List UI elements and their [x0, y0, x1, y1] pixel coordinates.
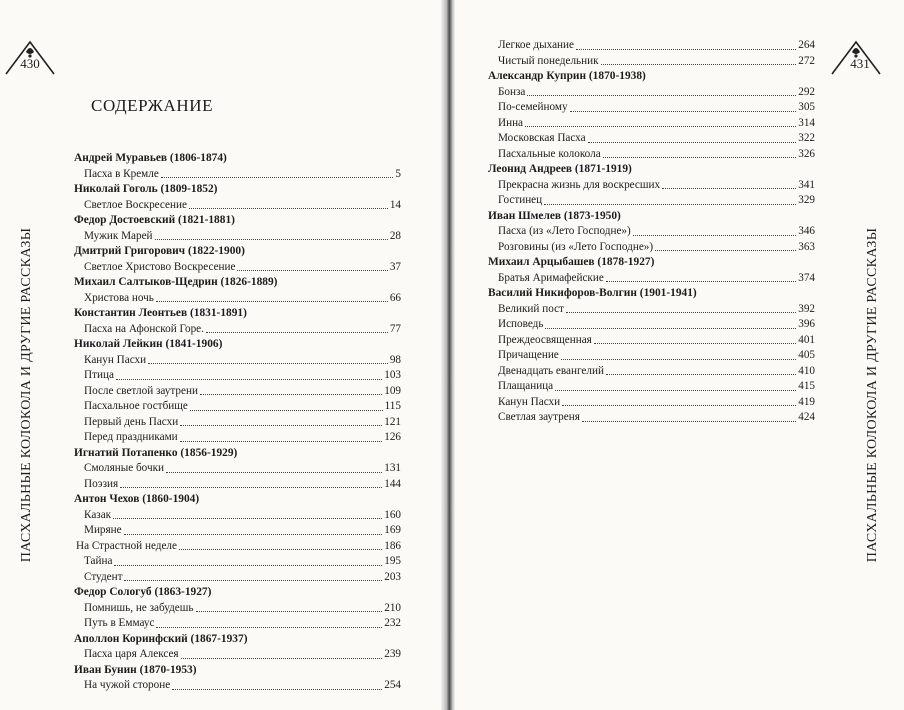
toc-entry: [74, 508, 401, 524]
toc-entry-page: 264: [798, 39, 815, 51]
toc-entry: [74, 601, 401, 617]
toc-entry-page: 98: [389, 353, 401, 366]
toc-entry-title: Братья Аримафейские: [498, 271, 604, 284]
toc-entry: [74, 399, 401, 415]
toc-entry-title: Канун Пасхи: [84, 353, 147, 366]
toc-entry-page: 415: [798, 380, 815, 392]
toc-entry-title: Светлое Христово Воскресение: [84, 260, 236, 273]
toc-entry: [74, 167, 401, 183]
toc-entry-title: Перед праздниками: [84, 431, 178, 443]
toc-entry-page: 77: [389, 322, 401, 335]
toc-entry-title: Светлое Воскресение: [84, 198, 187, 211]
toc-author: Николай Гоголь (1809-1852): [74, 183, 218, 195]
toc-entry: [74, 647, 401, 663]
toc-author: Федор Сологуб (1863-1927): [74, 586, 212, 598]
toc-entry-page: 346: [798, 225, 815, 237]
toc-author: Михаил Салтыков-Щедрин (1826-1889): [74, 276, 278, 288]
toc-entry: [74, 384, 401, 400]
toc-entry: [74, 678, 401, 694]
right-page: 431 ПАСХАЛЬНЫЕ КОЛОКОЛА И ДРУГИЕ РАССКАЗЫ Легкое дыхание 264 Чистый понедельник 272 Александр Куприн (1870-1938) Бонза 292 По-семейному 305 Инна 314 Московская Пасха 322 Пасхальные колокола 326 Леонид Андреев (1871-1919) Прекрасна жизнь для воскресших 341 Гостинец 329 Иван Шмелев (1873-1950) Пасха (из «Лето Господне») 346 Розговины (из «Лето Господне») 363 Михаил Арцыбашев (1878-1927) Братья Аримафейские 374 Василий Никифоров-Волгин (1901-1941) Великий пост 392 Исповедь 396 Преждеосвященная 401 Причащение 405 Двенадцать евангелий 410 Плащаница 415 Канун Пасхи 419 Светлая заутреня 424: [450, 0, 904, 710]
toc-entry-page: 160: [384, 508, 401, 521]
toc-entry: [488, 348, 815, 364]
toc-author: Михаил Арцыбашев (1878-1927): [488, 256, 655, 268]
toc-entry: [74, 539, 401, 555]
toc-author: Аполлон Коринфский (1867-1937): [74, 632, 248, 645]
toc-entry-page: 326: [798, 147, 815, 160]
toc-entry-title: Гостинец: [498, 194, 543, 206]
dot-leader: [156, 291, 388, 303]
dot-leader: [655, 240, 796, 252]
toc-entry: [488, 333, 815, 349]
toc-entry: [74, 415, 401, 431]
dot-leader: [561, 348, 796, 360]
toc-entry-title: Розговины (из «Лето Господне»): [498, 240, 654, 253]
toc-entry: [74, 570, 401, 586]
toc-entry-title: Причащение: [498, 349, 559, 361]
toc-entry: [74, 430, 401, 446]
toc-entry-title: Студент: [84, 570, 123, 583]
dot-leader: [155, 229, 388, 241]
toc-entry-title: Бонза: [498, 85, 526, 98]
toc-entry-title: Чистый понедельник: [498, 54, 599, 67]
toc-entry-title: Смоляные бочки: [84, 462, 165, 474]
dot-leader: [576, 38, 796, 50]
toc-entry-title: Московская Пасха: [498, 132, 586, 144]
toc-entry-page: 363: [798, 240, 815, 253]
dot-leader: [566, 302, 796, 314]
dot-leader: [206, 322, 388, 334]
toc-heading: СОДЕРЖАНИЕ: [91, 96, 214, 115]
toc-entry-page: 195: [384, 555, 401, 567]
toc-entry: [488, 131, 815, 147]
toc-entry-title: Помнишь, не забудешь: [84, 601, 194, 614]
toc-entry: [488, 410, 815, 426]
toc-entry-page: 305: [798, 101, 815, 113]
toc-entry-page: 144: [384, 477, 401, 490]
dot-leader: [606, 271, 796, 283]
toc-entry-page: 121: [384, 415, 401, 428]
dot-leader: [544, 193, 796, 205]
toc-entry: [74, 229, 401, 245]
toc-entry-page: 314: [798, 116, 815, 129]
toc-entry-page: 169: [384, 524, 401, 536]
toc-entry-title: Легкое дыхание: [498, 39, 574, 51]
toc-entry: [74, 477, 401, 493]
toc-entry-title: Пасхальные колокола: [498, 147, 601, 160]
toc-entry-title: Птица: [84, 369, 114, 381]
toc-entry-page: 424: [798, 411, 815, 423]
toc-entry-page: 115: [384, 400, 401, 412]
dot-leader: [237, 260, 387, 272]
toc-entry-page: 405: [798, 349, 815, 361]
dot-leader: [180, 415, 382, 427]
toc-entry-title: Исповедь: [498, 318, 544, 330]
page-number: 430: [20, 56, 40, 71]
dot-leader: [570, 100, 797, 112]
toc-entry: [74, 260, 401, 276]
toc-entry-title: Пасха в Кремле: [84, 167, 159, 180]
toc-entry: [74, 554, 401, 570]
toc-author: Дмитрий Григорович (1822-1900): [74, 245, 245, 257]
toc-entry: [74, 353, 401, 369]
toc-author: Федор Достоевский (1821-1881): [74, 214, 235, 226]
toc-entry: [488, 147, 815, 163]
dot-leader: [116, 368, 382, 380]
toc-entry: [488, 302, 815, 318]
dot-leader: [562, 395, 796, 407]
dot-leader: [633, 224, 796, 236]
toc-entry-title: Двенадцать евангелий: [498, 364, 604, 377]
toc-entry: [74, 322, 401, 338]
toc-entry-page: 292: [798, 85, 815, 98]
toc-entry-title: Поэзия: [84, 477, 119, 490]
dot-leader: [180, 430, 383, 442]
page-number: 431: [850, 56, 870, 71]
dot-leader: [555, 379, 796, 391]
toc-entry-title: Первый день Пасхи: [84, 415, 179, 428]
toc-entry-page: 239: [384, 648, 401, 660]
toc-entry: [488, 379, 815, 395]
toc-entry-title: Прекрасна жизнь для воскресших: [498, 178, 661, 191]
dot-leader: [603, 147, 797, 159]
toc-author: Андрей Муравьев (1806-1874): [74, 152, 227, 164]
toc-entry-page: 401: [798, 333, 815, 346]
toc-entry-page: 109: [384, 384, 401, 397]
toc-entry-title: Пасха на Афонской Горе.: [84, 322, 204, 335]
left-page: 430 ПАСХАЛЬНЫЕ КОЛОКОЛА И ДРУГИЕ РАССКАЗЫ СОДЕРЖАНИЕ Андрей Муравьев (1806-1874) Пасха в Кремле 5 Николай Гоголь (1809-1852) Светлое Воскресение 14 Федор Достоевский (1821-1881) Мужик Марей 28 Дмитрий Григорович (1822-1900) Светлое Христово Воскресение 37 Михаил Салтыков-Щедрин (1826-1889) Христова ночь 66 Константин Леонтьев (1831-1891) Пасха на Афонской Горе. 77 Николай Лейкин (1841-1906) Канун Пасхи 98 Птица 103 После светлой заутрени 109 Пасхальное гостбище 115 Первый день Пасхи 121 Перед праздниками 126 Игнатий Потапенко (1856-1929) Смоляные бочки 131 Поэзия 144 Антон Чехов (1860-1904) Казак 160 Миряне 169 На Страстной неделе 186 Тайна 195 Студент 203 Федор Сологуб (1863-1927) Помнишь, не забудешь 210 Путь в Еммаус 232 Аполлон Коринфский (1867-1937) Пасха царя Алексея 239 Иван Бунин (1870-1953) На чужой стороне 254: [0, 0, 450, 710]
toc-entry-page: 396: [798, 318, 815, 330]
toc-author: Александр Куприн (1870-1938): [488, 70, 646, 82]
toc-entry: [74, 368, 401, 384]
book-gutter: [441, 0, 455, 710]
toc-entry-page: 37: [389, 260, 401, 273]
toc-list: [488, 38, 815, 426]
toc-entry-page: 66: [389, 291, 401, 304]
toc-entry-page: 341: [798, 178, 815, 191]
toc-entry-title: Плащаница: [498, 380, 554, 392]
dot-leader: [190, 399, 383, 411]
toc-entry-title: Инна: [498, 116, 524, 129]
dot-leader: [594, 333, 796, 345]
toc-entry: [488, 395, 815, 411]
toc-entry-title: После светлой заутрени: [84, 384, 198, 397]
toc-entry: [488, 178, 815, 194]
toc-entry-title: Канун Пасхи: [498, 395, 561, 408]
dot-leader: [166, 461, 382, 473]
toc-entry: [488, 54, 815, 70]
toc-entry-page: 322: [798, 132, 815, 144]
dot-leader: [527, 85, 796, 97]
toc-entry-page: 186: [384, 539, 401, 552]
toc-entry-title: Пасхальное гостбище: [84, 400, 188, 412]
dot-leader: [189, 198, 388, 210]
toc-entry-page: 203: [384, 570, 401, 583]
toc-entry-page: 5: [395, 167, 401, 180]
dot-leader: [124, 570, 382, 582]
toc-entry: [488, 100, 815, 116]
toc-author: Игнатий Потапенко (1856-1929): [74, 446, 238, 459]
dot-leader: [588, 131, 797, 143]
toc-author: Николай Лейкин (1841-1906): [74, 338, 223, 350]
dot-leader: [124, 523, 383, 535]
toc-entry-title: Христова ночь: [84, 291, 154, 304]
dot-leader: [606, 364, 796, 376]
toc-entry: [488, 364, 815, 380]
toc-entry-page: 210: [384, 601, 401, 614]
toc-entry-title: Пасха царя Алексея: [84, 648, 179, 660]
toc-entry: [74, 291, 401, 307]
toc-entry-page: 392: [798, 302, 815, 315]
toc-entry-page: 272: [798, 54, 815, 67]
toc-entry-page: 28: [389, 229, 401, 242]
toc-entry-title: На чужой стороне: [84, 679, 171, 691]
toc-entry: [488, 240, 815, 256]
toc-author: Василий Никифоров-Волгин (1901-1941): [488, 287, 697, 299]
toc-author: Иван Бунин (1870-1953): [74, 663, 197, 676]
toc-author: Константин Леонтьев (1831-1891): [74, 307, 247, 319]
toc-entry-title: Светлая заутреня: [498, 411, 580, 423]
dot-leader: [601, 54, 797, 66]
toc-entry: [488, 38, 815, 54]
toc-author: Антон Чехов (1860-1904): [74, 493, 200, 505]
toc-entry-page: 329: [798, 194, 815, 206]
dot-leader: [161, 167, 394, 179]
toc-entry-page: 410: [798, 364, 815, 377]
toc-entry-page: 131: [384, 462, 401, 474]
toc-entry: [74, 523, 401, 539]
toc-entry-page: 14: [389, 198, 401, 211]
toc-entry: [488, 317, 815, 333]
dot-leader: [196, 601, 383, 613]
toc-entry-title: Путь в Еммаус: [84, 617, 155, 629]
toc-entry-page: 103: [384, 369, 401, 381]
toc-entry-title: Тайна: [84, 555, 113, 567]
toc-entry-page: 419: [798, 395, 815, 408]
toc-entry-title: Мужик Марей: [84, 229, 153, 242]
dot-leader: [181, 647, 383, 659]
toc-entry-title: На Страстной неделе: [76, 539, 177, 552]
dot-leader: [525, 116, 796, 128]
toc-entry-page: 374: [798, 271, 815, 284]
dot-leader: [200, 384, 382, 396]
toc-entry: [488, 193, 815, 209]
toc-entry-title: Миряне: [84, 524, 122, 536]
toc-author: Иван Шмелев (1873-1950): [488, 209, 621, 222]
dot-leader: [120, 477, 382, 489]
dot-leader: [113, 508, 382, 520]
dot-leader: [582, 410, 796, 422]
toc-entry: [74, 461, 401, 477]
dot-leader: [148, 353, 388, 365]
toc-entry-page: 126: [384, 431, 401, 443]
dot-leader: [114, 554, 382, 566]
toc-entry-page: 254: [384, 679, 401, 691]
toc-entry-title: По-семейному: [498, 101, 568, 113]
dot-leader: [172, 678, 382, 690]
toc-entry-page: 232: [384, 617, 401, 629]
dot-leader: [545, 317, 796, 329]
toc-entry: [488, 116, 815, 132]
toc-entry-title: Казак: [84, 508, 112, 521]
dot-leader: [156, 616, 382, 628]
toc-list: [74, 151, 401, 694]
toc-entry-title: Великий пост: [498, 302, 564, 315]
dot-leader: [662, 178, 796, 190]
toc-entry: [74, 616, 401, 632]
toc-entry: [488, 224, 815, 240]
toc-entry-title: Преждеосвященная: [498, 333, 592, 346]
toc-entry: [74, 198, 401, 214]
toc-entry: [488, 271, 815, 287]
toc-entry: [488, 85, 815, 101]
dot-leader: [179, 539, 382, 551]
toc-entry-title: Пасха (из «Лето Господне»): [498, 225, 631, 237]
toc-author: Леонид Андреев (1871-1919): [488, 163, 632, 175]
